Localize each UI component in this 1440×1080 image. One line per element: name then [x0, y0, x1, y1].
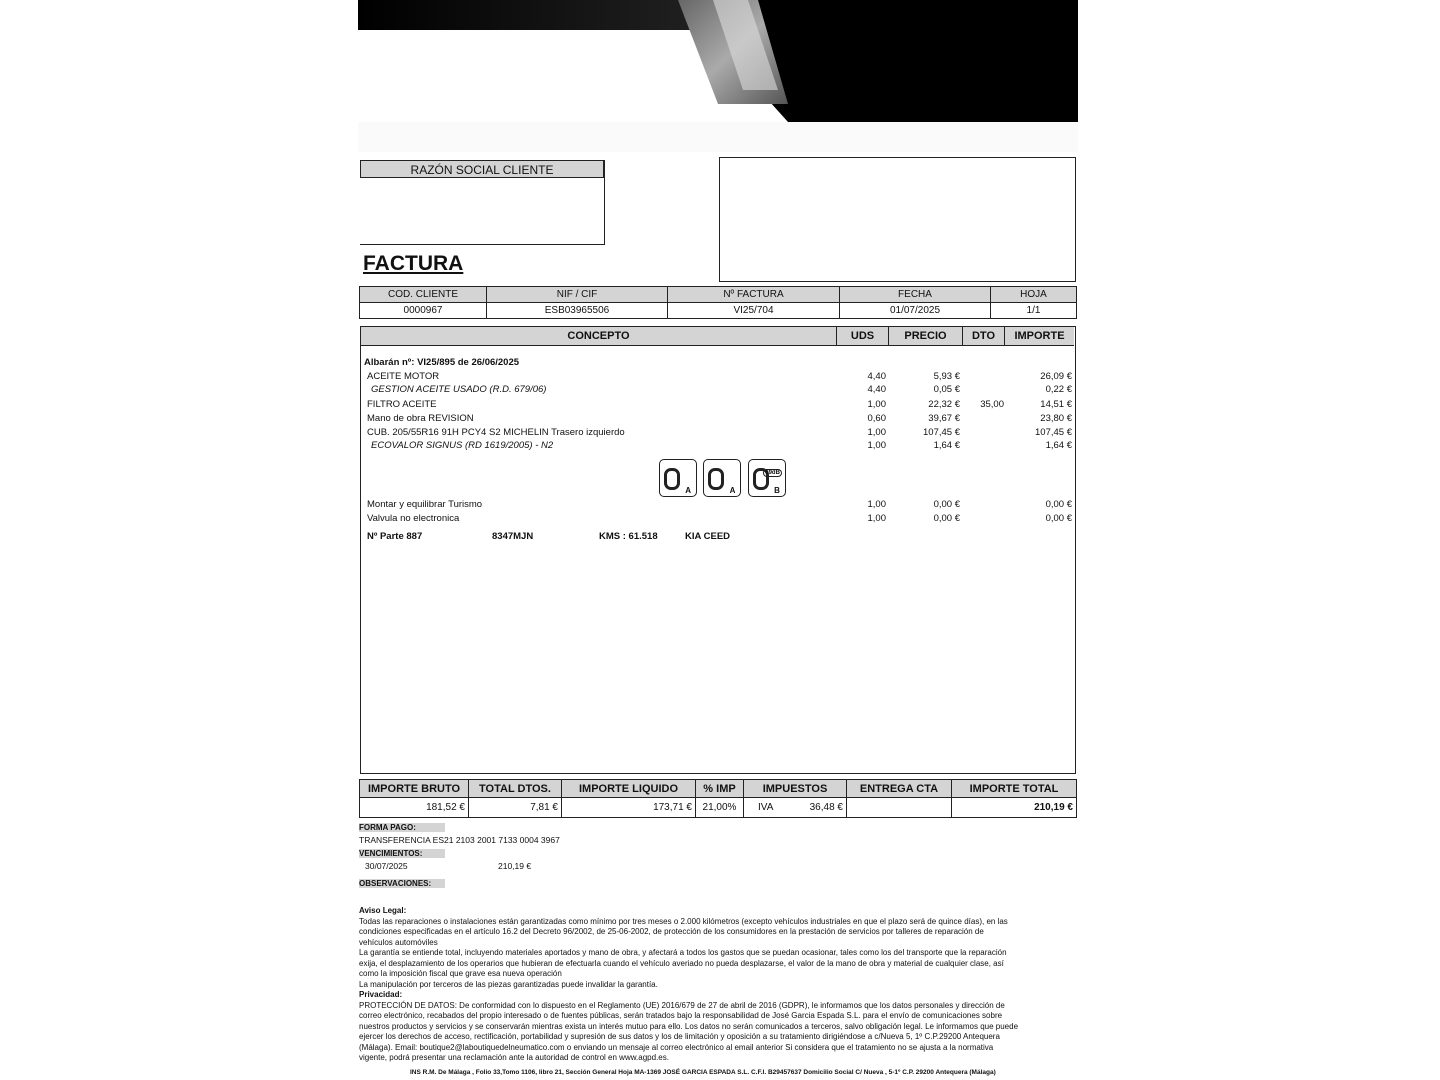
line-item-importe: 0,22 € [1045, 384, 1072, 395]
totals-entrega [847, 798, 952, 818]
totals-impuestos [744, 798, 847, 818]
registry-footer: INS R.M. De Málaga , Folio 33,Tomo 1106, libro 21, Sección General Hoja MA-1369 JOSÉ GARCIA ESPADA S.L. C.F.I. B29457637 Domicilio Social C/ Nueva , 5-1º C.P. 29200 Antequera (Málaga) [410, 1069, 996, 1076]
meta-nif: ESB03965506 [487, 303, 668, 319]
totals-header-bruto: IMPORTE BRUTO [360, 780, 469, 798]
line-item-precio: 39,67 € [928, 413, 960, 424]
totals-header-dtos: TOTAL DTOS. [469, 780, 562, 798]
albaran-reference: Albarán nº: VI25/895 de 26/06/2025 [364, 357, 520, 368]
aviso-legal-title: Aviso Legal: [359, 906, 407, 915]
line-item-precio: 0,00 € [933, 499, 960, 510]
totals-table [359, 779, 1077, 818]
line-item-importe: 23,80 € [1040, 413, 1072, 424]
line-item-uds: 1,00 [867, 427, 886, 438]
line-item-precio: 1,64 € [933, 440, 960, 451]
line-item-row [361, 371, 1074, 384]
line-item-precio: 22,32 € [928, 399, 960, 410]
meta-header-nif: NIF / CIF [487, 287, 668, 303]
totals-value-row [360, 798, 1077, 818]
meta-header-hoja: HOJA [991, 287, 1077, 303]
line-item-uds: 1,00 [867, 513, 886, 524]
aviso-legal-paragraph-2: La garantía se entiende total, incluyendo materiales aportados y mano de obra, y afectará a todos los gastos que se puedan ocasionar, tales como los del transporte que la reparación exija, el desplazamiento de los operarios que hubieran de efectuarla cuando el vehículo averiado no pueda desplazarse, el valor de la mano de obra y material de cualquier clase, así como la imposición fiscal que grave esa nueva operación [359, 948, 1007, 978]
vehicle-matricula: 8347MJN [492, 531, 534, 542]
tire-icon [708, 468, 724, 490]
invoice-meta-table [359, 286, 1077, 319]
line-item-desc: GESTION ACEITE USADO (R.D. 679/06) [371, 384, 547, 395]
line-item-row [361, 427, 1074, 440]
line-item-uds: 1,00 [867, 399, 886, 410]
line-item-importe: 0,00 € [1045, 499, 1072, 510]
lines-header-importe: IMPORTE [1014, 330, 1065, 342]
line-item-precio: 107,45 € [923, 427, 960, 438]
document-title: FACTURA [363, 252, 464, 275]
line-item-desc: ECOVALOR SIGNUS (RD 1619/2005) - N2 [371, 440, 554, 451]
meta-factura: VI25/704 [668, 303, 840, 319]
lines-header [361, 327, 1074, 346]
vehicle-parte: Nº Parte 887 [367, 531, 423, 542]
totals-pct: 21,00% [696, 798, 744, 818]
meta-header-fecha: FECHA [840, 287, 991, 303]
vehicle-kms: KMS : 61.518 [599, 531, 658, 542]
line-item-row [361, 399, 1074, 412]
lines-header-uds: UDS [837, 327, 889, 345]
line-item-row [361, 513, 1074, 526]
noise-db: 69dB [765, 470, 780, 476]
legal-notice [359, 906, 1019, 1064]
line-item-uds: 4,40 [867, 371, 886, 382]
fuel-grade: A [685, 486, 691, 495]
meta-cod-cliente: 0000967 [360, 303, 487, 319]
line-item-desc: Valvula no electronica [367, 513, 460, 524]
meta-header-cod-cliente: COD. CLIENTE [360, 287, 487, 303]
lines-header-precio: PRECIO [889, 327, 963, 345]
vencimientos-label: VENCIMIENTOS: [359, 849, 445, 858]
tire-icon [664, 468, 680, 490]
line-item-dto: 35,00 [980, 399, 1004, 410]
forma-pago-value: TRANSFERENCIA ES21 2103 2001 7133 0004 3967 [359, 835, 560, 845]
aviso-legal-paragraph-3: La manipulación por terceros de las piezas garantizadas puede invalidar la garantía. [359, 979, 658, 989]
privacidad-text: PROTECCIÓN DE DATOS: De conformidad con lo dispuesto en el Reglamento (UE) 2016/679 de 27 de abril de 2016 (GDPR), le informamos que los datos personales y dirección de correo electrónico, recabados del propio interesado o de fuentes públicas, serán tratados bajo la responsabilidad de José Garcia Espada S.L. para el envío de comunicaciones sobre nuestros productos y servicios y se conservarán mientras exista un interés mutuo para ello. Los datos no serán comunicados a terceros, salvo obligación legal. Le informamos que puede ejercer los derechos de acceso, rectificación, portabilidad y supresión de sus datos y los de limitación y oposición a su tratamiento dirigiéndose a c/Nueva 5, 1º C.P.29200 Antequera (Málaga). Email: boutique2@laboutiquedelneumatico.com o enviando un mensaje al correo electrónico al email anterior Si considera que el tratamiento no se ajusta a la normativa vigente, podrá presentar una reclamación ante la autoridad de control en www.agpd.es. [359, 1000, 1019, 1062]
aviso-legal-paragraph-1: Todas las reparaciones o instalaciones están garantizadas como mínimo por tres meses o 2.000 kilómetros (excepto vehículos industriales en que el plazo será de quince días), en las condiciones especificadas en el artículo 16.2 del Decreto 96/2002, de 25-06-2002, de protección de los consumidores en la prestación de servicios por talleres de reparación de vehículos automóviles [359, 916, 1008, 947]
line-item-precio: 0,00 € [933, 513, 960, 524]
meta-value-row [360, 303, 1077, 319]
line-item-desc: Mano de obra REVISION [367, 413, 474, 424]
invoice-page [358, 0, 1078, 1080]
eu-tire-labels [659, 459, 788, 502]
totals-liquido: 173,71 € [562, 798, 696, 818]
line-item-row [361, 384, 1074, 397]
noise-label-icon [748, 459, 786, 497]
vehicle-modelo: KIA CEED [685, 531, 731, 542]
line-item-importe: 14,51 € [1040, 399, 1072, 410]
line-item-desc: ACEITE MOTOR [367, 371, 440, 382]
totals-header-liquido: IMPORTE LIQUIDO [562, 780, 696, 798]
line-item-row [361, 413, 1074, 426]
totals-bruto: 181,52 € [360, 798, 469, 818]
tax-amount: 36,48 € [809, 802, 843, 813]
lines-header-concepto: CONCEPTO [361, 327, 837, 345]
totals-header-total: IMPORTE TOTAL [952, 780, 1077, 798]
meta-hoja: 1/1 [991, 303, 1077, 319]
line-item-precio: 5,93 € [933, 371, 960, 382]
line-item-importe: 0,00 € [1045, 513, 1072, 524]
totals-header-row [360, 780, 1077, 798]
privacidad-title: Privacidad: [359, 990, 403, 999]
client-address-box [719, 157, 1076, 282]
vencimiento-amount: 210,19 € [498, 861, 532, 871]
header-banner-graphic [358, 0, 1078, 152]
lines-header-dto: DTO [963, 327, 1005, 345]
line-item-importe: 1,64 € [1045, 440, 1072, 451]
vencimiento-date: 30/07/2025 [365, 861, 408, 871]
wet-grip-label-icon [703, 459, 741, 497]
line-item-desc: FILTRO ACEITE [367, 399, 437, 410]
line-item-importe: 26,09 € [1040, 371, 1072, 382]
line-item-desc: CUB. 205/55R16 91H PCY4 S2 MICHELIN Trasero izquierdo [367, 427, 625, 438]
line-item-uds: 1,00 [867, 499, 886, 510]
vehicle-info [367, 531, 1067, 544]
totals-dtos: 7,81 € [469, 798, 562, 818]
line-item-uds: 4,40 [867, 384, 886, 395]
line-item-desc: Montar y equilibrar Turismo [367, 499, 483, 510]
forma-pago-label: FORMA PAGO: [359, 823, 445, 832]
client-name-label: RAZÓN SOCIAL CLIENTE [360, 160, 604, 178]
line-item-uds: 0,60 [867, 413, 886, 424]
totals-header-entrega: ENTREGA CTA [847, 780, 952, 798]
meta-header-factura: Nº FACTURA [668, 287, 840, 303]
noise-grade: B [774, 486, 780, 495]
tax-name: IVA [758, 802, 774, 813]
observaciones-label: OBSERVACIONES: [359, 879, 445, 888]
line-item-importe: 107,45 € [1035, 427, 1072, 438]
wet-grip-grade: A [729, 486, 736, 495]
fuel-efficiency-label-icon [659, 459, 697, 497]
line-item-uds: 1,00 [867, 440, 886, 451]
meta-header-row [360, 287, 1077, 303]
line-item-row [361, 440, 1074, 453]
line-item-precio: 0,05 € [933, 384, 960, 395]
invoice-lines-box [360, 326, 1076, 774]
totals-total: 210,19 € [952, 798, 1077, 818]
totals-header-impuestos: IMPUESTOS [744, 780, 847, 798]
meta-fecha: 01/07/2025 [840, 303, 991, 319]
totals-header-pct: % IMP [696, 780, 744, 798]
